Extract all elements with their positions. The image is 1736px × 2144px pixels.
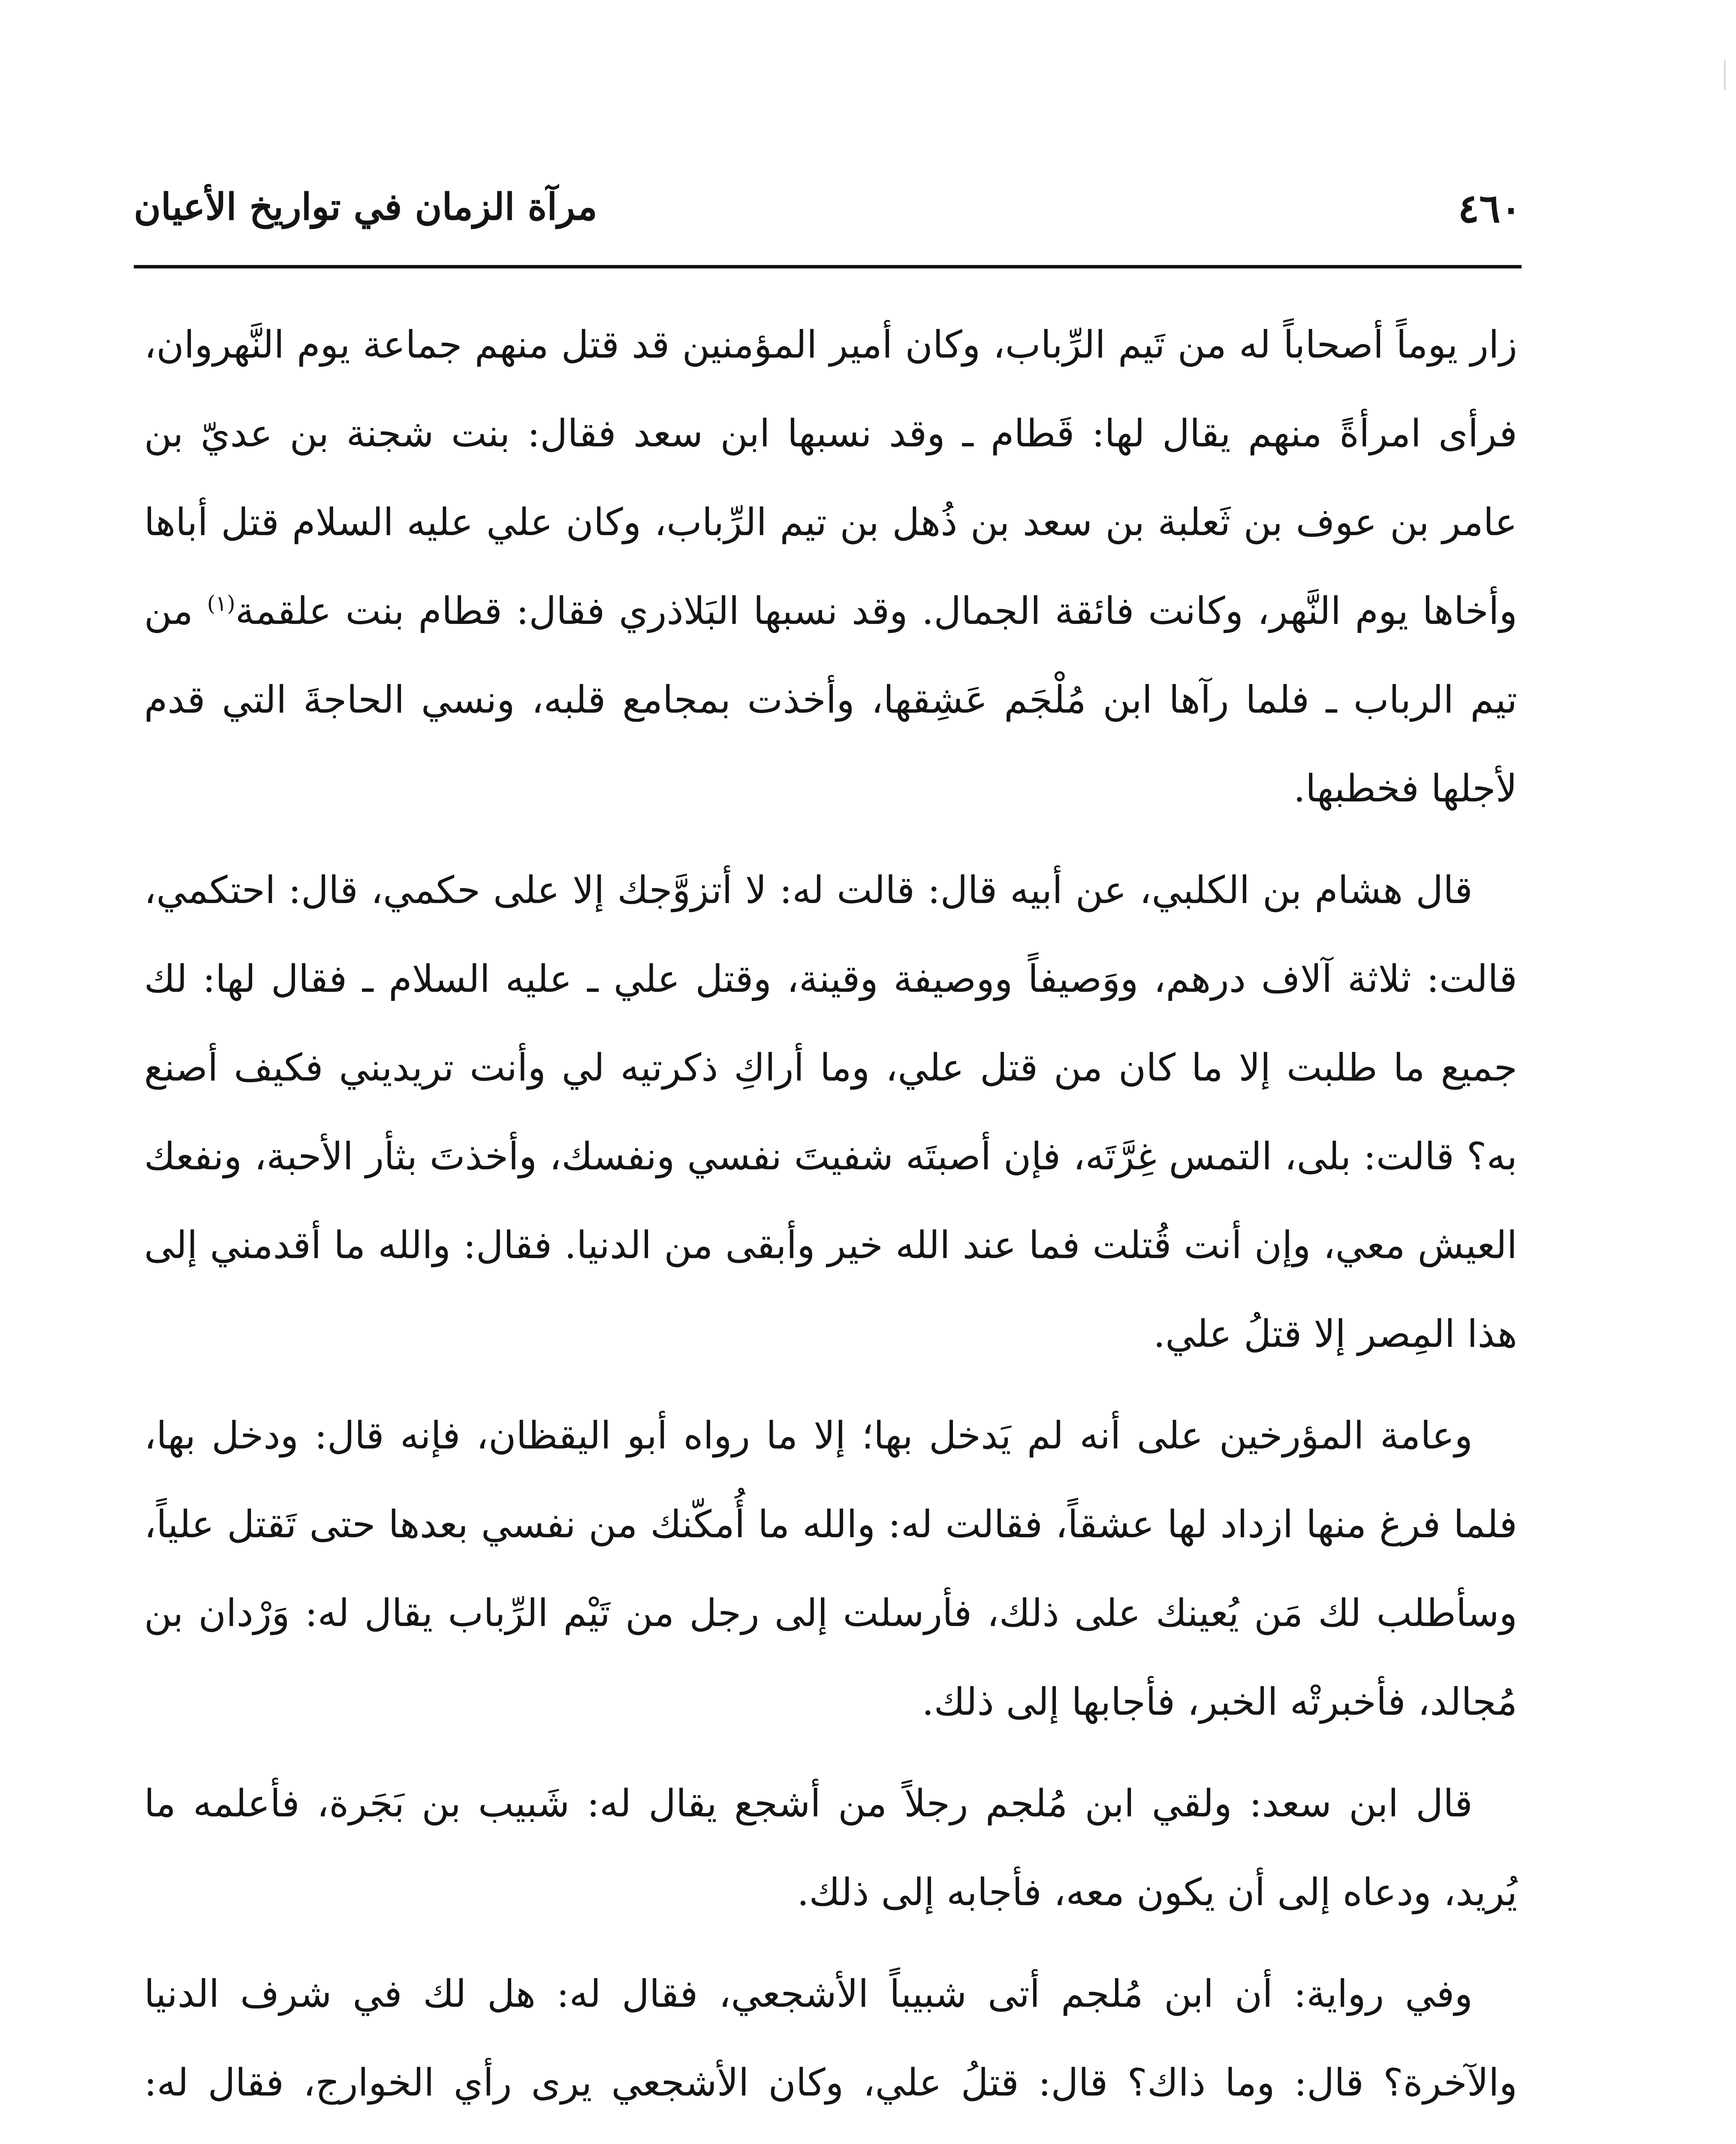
footnote-reference: (١) (207, 591, 235, 616)
header-rule (134, 265, 1522, 268)
scan-artifact (1724, 60, 1726, 90)
paragraph-2: قال هشام بن الكلبي، عن أبيه قال: قالت له: لا أتزوَّجك إلا على حكمي، قال: احتكمي، قالت: ثلاثة آلاف درهم، ووَصيفاً ووصيفة وقينة، وقتل علي ـ عليه السلام ـ فقال لها: لك جميع ما طلبت إلا ما كان من قتل علي، وما أراكِ ذكرتيه لي وأنت تريديني فكيف أصنع به؟ قالت: بلى، التمس غِرَّتَه، فإن أصبتَه شفيتَ نفسي ونفسك، وأخذتَ بثأر الأحبة، ونفعك العيش معي، وإن أنت قُتلت فما عند الله خير وأبقى من الدنيا. فقال: والله ما أقدمني إلى هذا المِصر إلا قتلُ علي. (144, 868, 1517, 1356)
paragraph-3: وعامة المؤرخين على أنه لم يَدخل بها؛ إلا ما رواه أبو اليقظان، فإنه قال: ودخل بها، فلما فرغ منها ازداد لها عشقاً، فقالت له: والله ما أُمكّنك من نفسي بعدها حتى تَقتل علياً، وسأطلب لك مَن يُعينك على ذلك، فأرسلت إلى رجل من تَيْم الرِّباب يقال له: وَرْدان بن مُجالد، فأخبرتْه الخبر، فأجابها إلى ذلك. (144, 1413, 1517, 1724)
main-text (144, 300, 1517, 2144)
running-header (134, 180, 1522, 257)
paragraph-4: قال ابن سعد: ولقي ابن مُلجم رجلاً من أشجع يقال له: شَبيب بن بَجَرة، فأعلمه ما يُريد، ودعاه إلى أن يكون معه، فأجابه إلى ذلك. (144, 1781, 1517, 1914)
paragraph-1 (144, 300, 1517, 833)
page-number: ٤٦٠ (1458, 185, 1522, 232)
paragraph-1-part-1: زار يوماً أصحاباً له من تَيم الرِّباب، وكان أمير المؤمنين قد قتل منهم جماعة يوم النَّهروان، فرأى امرأةً منهم يقال لها: قَطام ـ وقد نسبها ابن سعد فقال: بنت شجنة بن عديّ بن عامر بن عوف بن ثَعلبة بن سعد بن ذُهل بن تيم الرِّباب، وكان علي عليه السلام قتل أباها وأخاها يوم النَّهر، وكانت فائقة الجمال. وقد نسبها البَلاذري فقال: قطام بنت علقمة (144, 322, 1517, 633)
paragraph-1-part-2: من تيم الرباب ـ فلما رآها ابن مُلْجَم عَشِقها، وأخذت بمجامع قلبه، ونسي الحاجةَ التي قدم لأجلها فخطبها. (144, 589, 1517, 810)
paragraph-5: وفي رواية: أن ابن مُلجم أتى شبيباً الأشجعي، فقال له: هل لك في شرف الدنيا والآخرة؟ قال: وما ذاك؟ قال: قتلُ علي، وكان الأشجعي يرى رأي الخوارج، فقال له: (144, 1972, 1517, 2105)
book-title: مرآة الزمان في تواريخ الأعيان (134, 185, 597, 229)
